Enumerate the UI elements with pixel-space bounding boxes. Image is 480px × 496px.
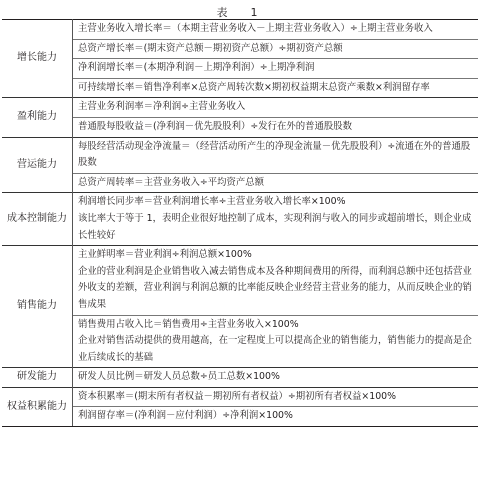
table-row	[2, 59, 478, 79]
table-row	[2, 315, 478, 368]
table-row	[2, 20, 478, 40]
table-row	[2, 407, 478, 427]
formula-text: 利润增长同步率＝营业利润增长率÷主营业务收入增长率×100%	[78, 196, 346, 208]
indicator-table-container	[2, 19, 478, 427]
formula-cell	[73, 20, 479, 40]
table-row	[2, 39, 478, 59]
formula-cell	[73, 59, 479, 79]
formula-note: 企业对销售活动提供的费用越高，在一定程度上可以提高企业的销售能力，销售能力的提高是企业后续成长的基础	[78, 335, 472, 363]
category-cell: 增长能力	[17, 52, 57, 64]
formula-text: 净利润增长率＝(本期净利润－上期净利润）÷上期净利润	[78, 62, 315, 74]
formula-text: 销售费用占收入比＝销售费用÷主营业务收入×100%	[78, 318, 299, 330]
table-row	[2, 387, 478, 407]
category-cell: 研发能力	[2, 368, 73, 388]
formula-cell	[73, 173, 479, 193]
formula-text: 每股经营活动现金净流量＝（经营活动所产生的净现金流量－优先股股利）÷流通在外的普通股股数	[78, 140, 471, 169]
table-title: 表 1	[216, 6, 264, 19]
formula-text: 普通股每股收益＝(净利润－优先股股利）÷发行在外的普通股股数	[78, 120, 353, 132]
formula-text: 资本积累率＝(期末所有者权益－期初所有者权益）÷期初所有者权益×100%	[78, 390, 397, 402]
formula-text: 研发人员比例＝研发人员总数÷员工总数×100%	[78, 371, 280, 383]
category-cell: 盈利能力	[2, 98, 73, 137]
formula-text: 可持续增长率＝销售净利率×总资产周转次数×期初权益期末总资产乘数×利润留存率	[78, 81, 430, 93]
formula-cell	[73, 39, 479, 59]
formula-note: 该比率大于等于 1，表明企业很好地控制了成本，实现利润与收入的同步或超前增长，则企业成长性较好	[78, 212, 472, 241]
table-row	[2, 246, 478, 315]
category-cell: 营运能力	[2, 137, 73, 193]
indicator-table	[2, 19, 478, 427]
table-row	[2, 173, 478, 193]
formula-text: 利润留存率＝(净利润－应付利润）÷净利润×100%	[78, 410, 293, 422]
formula-cell	[73, 98, 479, 118]
formula-cell	[73, 78, 479, 98]
category-cell: 权益积累能力	[2, 387, 73, 426]
formula-cell	[73, 315, 479, 368]
table-row	[2, 117, 478, 137]
formula-text: 主营业务利润率＝净利润÷主营业务收入	[78, 101, 246, 113]
formula-cell	[73, 407, 479, 427]
formula-cell	[73, 246, 479, 315]
formula-text: 总资产增长率＝(期末资产总额－期初资产总额）÷期初资产总额	[78, 42, 343, 54]
table-row	[2, 193, 478, 246]
table-row	[2, 78, 478, 98]
formula-cell	[73, 193, 479, 246]
category-cell: 成本控制能力	[2, 193, 73, 246]
table-row	[2, 368, 478, 388]
formula-text: 主业鲜明率＝营业利润÷利润总额×100%	[78, 249, 252, 261]
formula-cell	[73, 117, 479, 137]
category-cell: 销售能力	[2, 246, 73, 368]
table-row	[2, 137, 478, 173]
formula-text: 总资产周转率＝主营业务收入÷平均资产总额	[78, 176, 264, 188]
formula-text: 主营业务收入增长率＝（本期主营业务收入－上期主营业务收入）÷上期主营业务收入	[78, 23, 433, 34]
table-row	[2, 98, 478, 118]
formula-cell	[73, 137, 479, 173]
formula-note: 企业的营业利润是企业销售收入减去销售成本及各种期间费用的所得，而利润总额中还包括营业外收支的差额，营业利润与利润总额的比率能反映企业经营主营业务的能力，从而反映企业的销售成果	[78, 265, 472, 310]
formula-cell	[73, 368, 479, 388]
formula-cell	[73, 387, 479, 407]
